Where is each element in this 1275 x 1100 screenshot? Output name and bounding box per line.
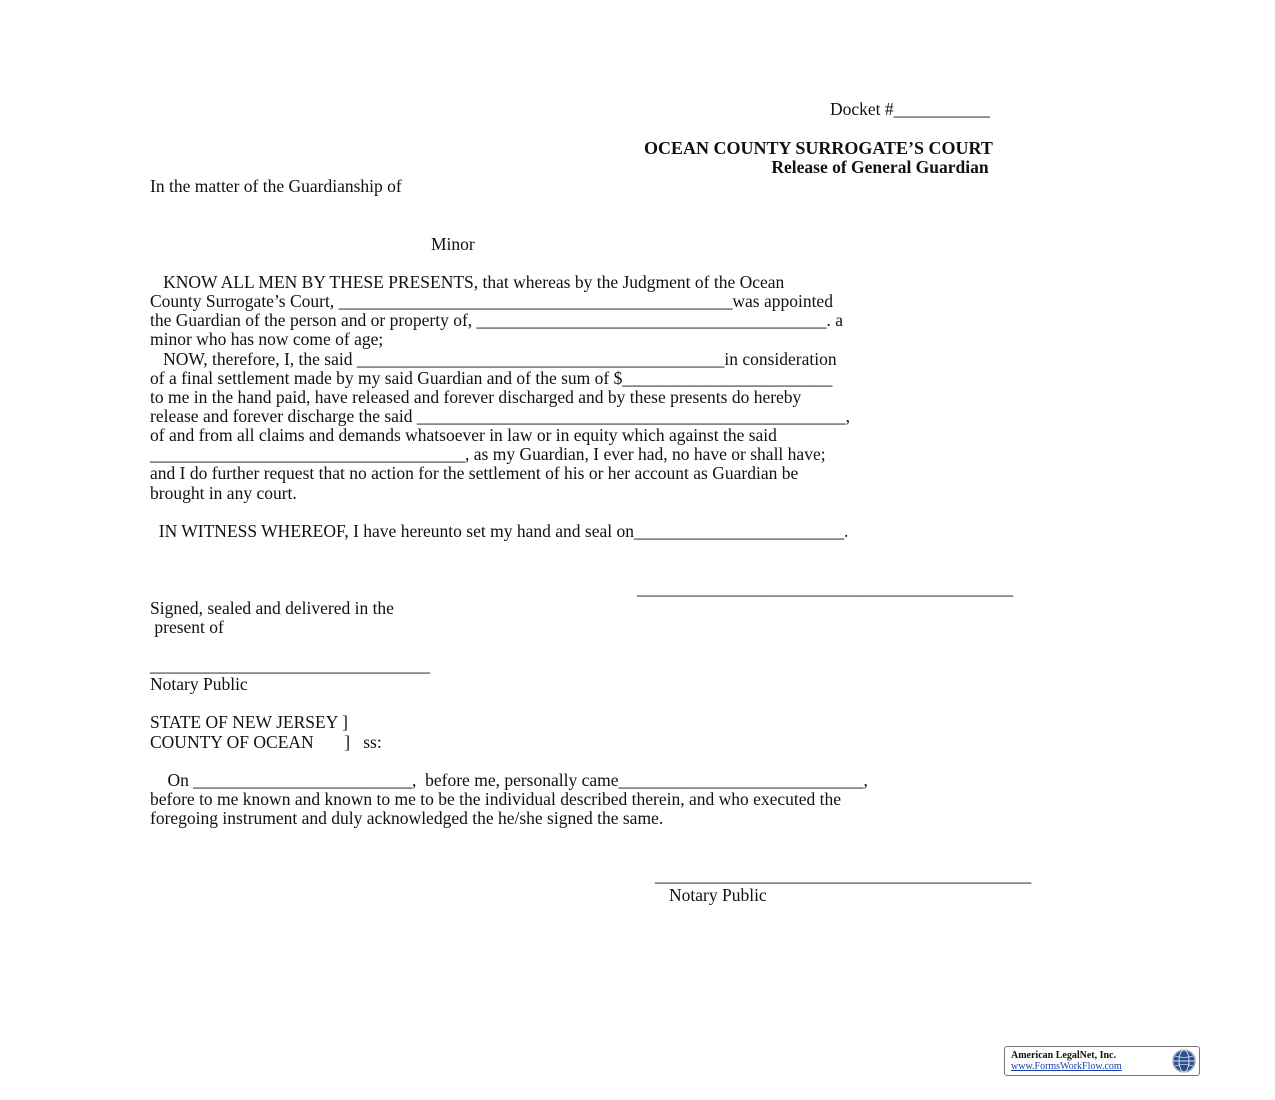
body-line: ____________________________________, as my Guardian, I ever had, no have or shall have; [150,444,826,464]
body-line: KNOW ALL MEN BY THESE PRESENTS, that whereas by the Judgment of the Ocean [150,272,785,292]
form-title: Release of General Guardian [771,157,989,177]
body-line: the Guardian of the person and or property of, ________________________________________. a [150,310,844,330]
witness-clause: IN WITNESS WHEREOF, I have hereunto set my hand and seal on________________________. [150,521,849,541]
logo-url-link[interactable]: www.FormsWorkFlow.com [1011,1061,1122,1072]
county-line: COUNTY OF OCEAN ] ss: [150,732,382,752]
acknowledgment-line: before to me known and known to me to be the individual described therein, and who executed the [150,789,842,809]
notary-signature-line: ________________________________ [150,655,430,675]
signed-sealed-text: Signed, sealed and delivered in the [150,598,394,618]
state-line: STATE OF NEW JERSEY ] [150,712,348,732]
court-title: OCEAN COUNTY SURROGATE’S COURT [644,138,993,158]
notary-final-label: Notary Public [669,885,767,905]
docket-number: Docket #___________ [830,99,990,119]
logo-company-name: American LegalNet, Inc. [1011,1050,1116,1061]
body-line: minor who has now come of age; [150,329,384,349]
notary-final-signature-line: ___________________________________________ [655,865,1032,885]
globe-icon [1171,1048,1197,1074]
body-line: brought in any court. [150,483,297,503]
matter-heading: In the matter of the Guardianship of [150,176,402,196]
body-line: to me in the hand paid, have released and forever discharged and by these presents do hereby [150,387,802,407]
body-line: of and from all claims and demands whatsoever in law or in equity which against the said [150,425,777,445]
american-legalnet-logo[interactable] [1004,1046,1200,1076]
acknowledgment-line: On _________________________, before me, personally came____________________________, [150,770,868,790]
body-line: and I do further request that no action for the settlement of his or her account as Guardian be [150,463,799,483]
notary-label: Notary Public [150,674,248,694]
body-line: County Surrogate’s Court, _____________________________________________was appointed [150,291,833,311]
signature-line: ___________________________________________ [637,578,1014,598]
acknowledgment-line: foregoing instrument and duly acknowledged the he/she signed the same. [150,808,664,828]
body-line: of a final settlement made by my said Guardian and of the sum of $________________________ [150,368,833,388]
body-line: release and forever discharge the said _________________________________________________, [150,406,851,426]
minor-label: Minor [431,234,475,254]
signed-sealed-text: present of [150,617,224,637]
body-line: NOW, therefore, I, the said __________________________________________in consideration [150,349,837,369]
